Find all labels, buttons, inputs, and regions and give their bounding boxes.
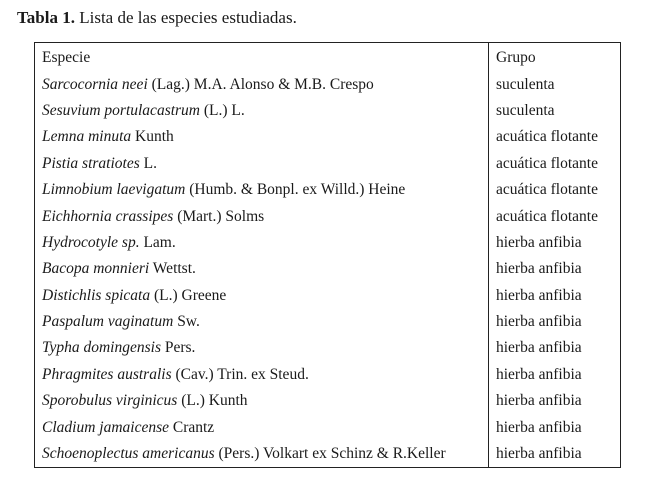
table-row xyxy=(35,441,621,468)
header-species: Especie xyxy=(35,43,489,72)
group-cell: hierba anfibia xyxy=(496,233,582,251)
species-name: Sporobulus virginicus xyxy=(42,392,178,410)
species-authority: (Pers.) Volkart ex Schinz & R.Keller xyxy=(214,445,446,463)
species-cell xyxy=(35,256,489,282)
species-cell xyxy=(35,98,489,124)
species-cell xyxy=(35,124,489,150)
species-name: Sesuvium portulacastrum xyxy=(42,101,201,119)
species-name: Phragmites australis xyxy=(42,365,172,383)
species-name: Sarcocornia neei xyxy=(42,75,148,93)
species-cell xyxy=(35,151,489,177)
species-cell xyxy=(35,388,489,414)
group-cell: acuática flotante xyxy=(496,154,598,172)
species-authority: Kunth xyxy=(131,128,174,146)
table-header-row xyxy=(35,43,621,72)
group-cell: hierba anfibia xyxy=(496,392,582,410)
species-cell xyxy=(35,362,489,388)
species-cell xyxy=(35,203,489,229)
group-cell: hierba anfibia xyxy=(496,365,582,383)
table-row xyxy=(35,309,621,335)
species-cell xyxy=(35,335,489,361)
species-authority: Sw. xyxy=(173,313,200,331)
table-row xyxy=(35,283,621,309)
group-cell: hierba anfibia xyxy=(496,445,582,463)
species-name: Bacopa monnieri xyxy=(42,260,150,278)
species-authority: (Lag.) M.A. Alonso & M.B. Crespo xyxy=(147,75,374,93)
species-name: Paspalum vaginatum xyxy=(42,313,174,331)
species-authority: Crantz xyxy=(169,418,215,436)
species-cell xyxy=(35,230,489,256)
group-cell: hierba anfibia xyxy=(496,339,582,357)
species-cell xyxy=(35,177,489,203)
table-row xyxy=(35,362,621,388)
group-cell: hierba anfibia xyxy=(496,313,582,331)
species-name: Limnobium laevigatum xyxy=(42,181,186,199)
table-row xyxy=(35,335,621,361)
group-cell: hierba anfibia xyxy=(496,260,582,278)
species-authority: L. xyxy=(139,154,157,172)
species-authority: (Cav.) Trin. ex Steud. xyxy=(171,365,309,383)
caption-text: Lista de las especies estudiadas. xyxy=(74,8,297,27)
species-authority: Wettst. xyxy=(149,260,196,278)
species-name: Typha domingensis xyxy=(42,339,161,357)
header-group: Grupo xyxy=(496,49,536,67)
species-authority: Lam. xyxy=(139,233,176,251)
table-row xyxy=(35,256,621,282)
species-name: Hydrocotyle sp. xyxy=(42,233,140,251)
table-row xyxy=(35,151,621,177)
species-cell xyxy=(35,71,489,97)
species-name: Pistia stratiotes xyxy=(42,154,140,172)
group-cell: acuática flotante xyxy=(496,207,598,225)
species-authority: (Humb. & Bonpl. ex Willd.) Heine xyxy=(185,181,406,199)
species-authority: (L.) Greene xyxy=(150,286,227,304)
group-cell: suculenta xyxy=(496,101,555,119)
table-row xyxy=(35,230,621,256)
species-name: Schoenoplectus americanus xyxy=(42,445,215,463)
group-cell: hierba anfibia xyxy=(496,286,582,304)
species-authority: (Mart.) Solms xyxy=(173,207,265,225)
species-table xyxy=(34,42,621,468)
table-row xyxy=(35,203,621,229)
species-authority: (L.) L. xyxy=(200,101,245,119)
species-cell xyxy=(35,283,489,309)
group-cell: suculenta xyxy=(496,75,555,93)
species-name: Lemna minuta xyxy=(42,128,132,146)
species-authority: Pers. xyxy=(160,339,196,357)
table-caption xyxy=(17,7,297,29)
species-name: Cladium jamaicense xyxy=(42,418,169,436)
table-row xyxy=(35,388,621,414)
species-name: Eichhornia crassipes xyxy=(42,207,174,225)
species-cell xyxy=(35,441,489,468)
table-row xyxy=(35,414,621,440)
species-cell xyxy=(35,414,489,440)
table-row xyxy=(35,124,621,150)
caption-label: Tabla 1. xyxy=(17,8,75,27)
species-cell xyxy=(35,309,489,335)
group-cell: hierba anfibia xyxy=(496,418,582,436)
group-cell: acuática flotante xyxy=(496,128,598,146)
species-name: Distichlis spicata xyxy=(42,286,151,304)
table-row xyxy=(35,98,621,124)
table-row xyxy=(35,177,621,203)
species-authority: (L.) Kunth xyxy=(177,392,248,410)
group-cell: acuática flotante xyxy=(496,181,598,199)
table-row xyxy=(35,71,621,97)
